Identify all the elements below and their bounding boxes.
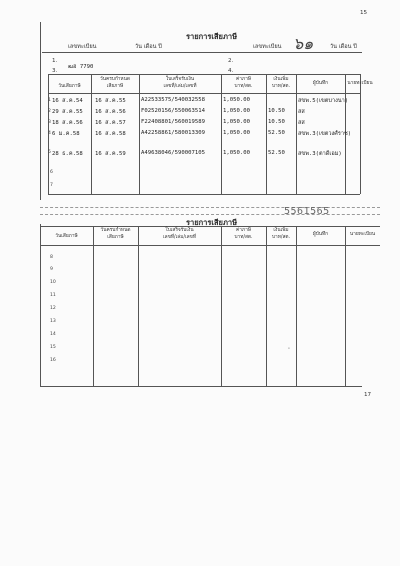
cell-tax: 1,050.00 [223,97,250,103]
page-number-top: 15 [360,10,368,16]
header-fine-b: บาท/สต. [271,235,291,240]
cell-receipt: A42258861/580013309 [141,130,205,136]
header-registrar: นายทะเบียน [349,232,376,237]
cell-receipt: A49638046/590007105 [141,150,205,156]
line-1-value: ฒฮ 7790 [68,64,94,70]
header-due-date-a: วันครบกำหนด [100,228,131,233]
cell-fine: 10.50 [268,119,285,125]
cell-fine: 52.50 [268,130,285,136]
line-3-number: 3. [52,68,58,74]
header-receipt-a: ใบเสร็จรับเงิน [165,77,195,82]
date-label-right: วัน เดือน ปี [330,44,357,50]
header-tax-a: ค่าภาษี [236,77,251,82]
row-number: 14 [50,332,56,337]
left-border-lower [40,224,41,387]
section-title-2: รายการเสียภาษี [186,218,238,227]
cell-receipt: A22533575/540032558 [141,97,205,103]
row-number: 13 [50,319,56,324]
stray-mark: ﾟ [288,348,292,355]
registration-book-page: 15 รายการเสียภาษี เลขทะเบียน วัน เดือน ปี เลขทะเบียน ๖๑ วัน เดือน ปี 1. ฒฮ 7790 2. 3. 4. วันเสียภาษี วันครบกำหนด เสียภาษี ใบเสร็จรับเงิน เลขที่/เล่ม/เลขที่ ค่าภาษี บาท/สต. เงินเพิ่ม บาท/สต. ผู้บันทึก นายทะเบียน 1 16 ส.ค.54 16 ส.ค.55 A22533575/540032558 1,050.00 สขพ.5(เขตบางนา) 2 29 ส.ค.55 16 ส.ค.56 F02520156/550063514 1,050.00 10.50 สส 3 18 ส.ค.56 16 ส.ค.57 F22408801/560019589 1,050.00 10.50 สส 4 6 ม.ค.58 16 ส.ค.58 A42258861/580013309 1,050.00 52.50 สขพ.3(เขตวงศ์ราช) 5 28 ธ.ค.58 16 ส.ค.59 A49638046/590007105 1,050.00 52.50 สขพ.3(ตาดีเอม) 6 7 5561565 รายการเสียภาษี วันเสียภาษี วันครบกำหนด เสียภาษี ใบเสร็จรับเงิน เลขที่/เล่ม/เลขที่ ค่าภาษี บาท/สต. เงินเพิ่ม บาท/สต. ผู้บันทึก นายทะเบียน 8 9 10 11 12 13 14 15 16 ﾟ 17 [0,0,400,566]
reg-label-left: เลขทะเบียน [68,44,97,50]
header-tax-date: วันเสียภาษี [55,234,78,239]
header-tax-b: บาท/สต. [234,235,253,240]
section-title: รายการเสียภาษี [186,32,238,41]
header-fine-a: เงินเพิ่ม [273,228,289,233]
header-receipt-a: ใบเสร็จรับเงิน [165,228,194,233]
header-due-date-b: เสียภาษี [106,84,124,89]
header-recorder: ผู้บันทึก [312,232,329,237]
header-fine-b: บาท/สต. [271,84,291,89]
header-fine-a: เงินเพิ่ม [273,77,289,82]
reg-label-right: เลขทะเบียน [253,44,282,50]
header-receipt-b: เลขที่/เล่ม/เลขที่ [163,84,197,89]
left-border [40,22,41,200]
date-label-left: วัน เดือน ปี [135,44,162,50]
cell-due-date: 16 ส.ค.57 [95,120,126,126]
cell-due-date: 16 ส.ค.59 [95,151,126,157]
cell-tax-date: 16 ส.ค.54 [52,98,83,104]
header-due-date-a: วันครบกำหนด [100,77,130,82]
cell-tax: 1,050.00 [223,119,250,125]
page-number-bottom: 17 [364,392,372,398]
cell-recorder: สส [298,109,305,115]
row-number: 11 [50,293,56,298]
header-tax-date: วันเสียภาษี [58,84,81,89]
cell-tax: 1,050.00 [223,150,250,156]
cell-receipt: F22408801/560019589 [141,119,205,125]
header-recorder: ผู้บันทึก [312,81,329,86]
header-registrar: นายทะเบียน [347,81,373,86]
cell-recorder: สขพ.5(เขตบางนา) [298,98,349,104]
cell-recorder: สขพ.3(ตาดีเอม) [298,151,342,157]
row-number-7: 7 [50,183,53,188]
title-divider [42,52,362,53]
cell-due-date: 16 ส.ค.56 [95,109,126,115]
header-tax-a: ค่าภาษี [236,228,251,233]
cell-recorder: สส [298,120,305,126]
row-number-6: 6 [50,170,53,175]
cell-fine: 52.50 [268,150,285,156]
cell-tax-date: 6 ม.ค.58 [52,131,80,137]
row-number: 15 [50,345,56,350]
line-2-number: 2. [228,58,234,64]
header-receipt-b: เลขที่/เล่ม/เลขที่ [162,235,196,240]
handwritten-reg-number: ๖๑ [293,34,314,53]
cell-fine: 10.50 [268,108,285,114]
cell-recorder: สขพ.3(เขตวงศ์ราช) [298,131,352,137]
cell-due-date: 16 ส.ค.55 [95,98,126,104]
row-number: 10 [50,280,56,285]
header-tax-b: บาท/สต. [234,84,253,89]
cell-tax: 1,050.00 [223,108,250,114]
line-1-number: 1. [52,58,58,64]
row-number: 8 [50,255,53,260]
row-number: 9 [50,267,53,272]
cell-tax-date: 18 ส.ค.56 [52,120,83,126]
row-number: 12 [50,306,56,311]
serial-stamp: 5561565 [284,206,330,217]
cell-tax: 1,050.00 [223,130,250,136]
line-4-number: 4. [228,68,234,74]
cell-due-date: 16 ส.ค.58 [95,131,126,137]
cell-tax-date: 29 ส.ค.55 [52,109,83,115]
row-number: 16 [50,358,56,363]
cell-receipt: F02520156/550063514 [141,108,205,114]
header-due-date-b: เสียภาษี [107,235,124,240]
cell-tax-date: 28 ธ.ค.58 [52,151,83,157]
